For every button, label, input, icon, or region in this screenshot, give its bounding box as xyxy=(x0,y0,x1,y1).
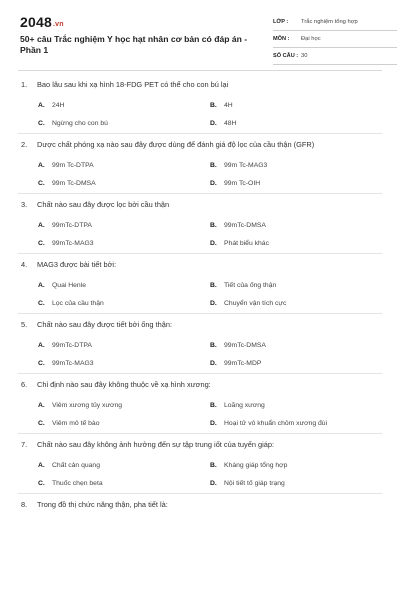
question-line xyxy=(18,260,382,270)
answer-letter: C. xyxy=(38,420,45,427)
question-line xyxy=(18,380,382,390)
answer-option[interactable] xyxy=(210,179,382,188)
page-header xyxy=(18,0,382,71)
answer-letter: A. xyxy=(38,162,45,169)
answer-letter: C. xyxy=(38,360,45,367)
answer-option[interactable] xyxy=(210,479,382,488)
question-number: 7. xyxy=(21,440,28,449)
answer-text: Loãng xương xyxy=(224,402,265,409)
answer-letter: A. xyxy=(38,462,45,469)
question-number: 6. xyxy=(21,380,28,389)
question-item xyxy=(18,314,382,374)
answer-option[interactable] xyxy=(210,359,382,368)
answer-option[interactable] xyxy=(38,161,210,170)
answer-text: 99mTc-MAG3 xyxy=(52,240,94,247)
question-number: 8. xyxy=(21,500,28,509)
answer-letter: D. xyxy=(210,420,217,427)
answer-text: 99mTc-DMSA xyxy=(224,222,266,229)
answer-option[interactable] xyxy=(38,239,210,248)
answer-text: Thuốc chẹn beta xyxy=(52,480,103,487)
page-title: 50+ câu Trắc nghiệm Y học hạt nhân cơ bản có đáp án - Phần 1 xyxy=(20,34,248,55)
answer-text: Tiết của ống thận xyxy=(224,282,277,289)
answer-letter: B. xyxy=(210,462,217,469)
question-item xyxy=(18,134,382,194)
question-line xyxy=(18,80,382,90)
answer-text: 99m Tc-OIH xyxy=(224,180,261,187)
answer-text: Ngừng cho con bú xyxy=(52,120,108,127)
answer-text: 99mTc-DMSA xyxy=(224,342,266,349)
answer-text: Lọc của cầu thận xyxy=(52,300,104,307)
answer-text: 99mTc-DTPA xyxy=(52,222,92,229)
answer-letter: D. xyxy=(210,240,217,247)
answer-letter: D. xyxy=(210,300,217,307)
answer-letter: D. xyxy=(210,120,217,127)
meta-row-class xyxy=(273,14,397,31)
answer-text: Hoại tử vô khuẩn chỏm xương đùi xyxy=(224,420,328,427)
answer-text: 99m Tc-DMSA xyxy=(52,180,96,187)
answer-text: Chuyển vận tích cực xyxy=(224,300,287,307)
answer-text: Viêm mô tế bào xyxy=(52,420,100,427)
meta-label: MÔN : xyxy=(273,36,290,42)
answer-option[interactable] xyxy=(38,341,210,350)
question-number: 3. xyxy=(21,200,28,209)
answer-letter: A. xyxy=(38,102,45,109)
answer-options xyxy=(18,281,382,308)
answer-letter: C. xyxy=(38,240,45,247)
question-text: Trong đồ thị chức năng thận, pha tiết là: xyxy=(37,500,168,509)
answer-option[interactable] xyxy=(210,101,382,110)
answer-options xyxy=(18,401,382,428)
answer-text: Viêm xương tủy xương xyxy=(52,402,123,409)
answer-letter: B. xyxy=(210,222,217,229)
question-item xyxy=(18,74,382,134)
answer-text: Nội tiết tố giáp trạng xyxy=(224,480,285,487)
answer-option[interactable] xyxy=(38,119,210,128)
question-number: 5. xyxy=(21,320,28,329)
answer-text: Kháng giáp tổng hợp xyxy=(224,462,288,469)
answer-text: 99m Tc-DTPA xyxy=(52,162,94,169)
answer-option[interactable] xyxy=(38,359,210,368)
site-logo[interactable] xyxy=(20,14,64,30)
answer-option[interactable] xyxy=(210,401,382,410)
meta-value: 30 xyxy=(301,53,308,59)
answer-letter: D. xyxy=(210,360,217,367)
meta-label: SỐ CÂU : xyxy=(273,53,299,59)
question-number: 4. xyxy=(21,260,28,269)
question-text: MAG3 được bài tiết bởi: xyxy=(37,260,117,269)
answer-text: 99m Tc-MAG3 xyxy=(224,162,268,169)
answer-option[interactable] xyxy=(38,179,210,188)
answer-options xyxy=(18,461,382,488)
answer-letter: B. xyxy=(210,282,217,289)
answer-letter: A. xyxy=(38,222,45,229)
question-line xyxy=(18,320,382,330)
logo-main: 2048 xyxy=(20,14,52,30)
answer-letter: C. xyxy=(38,120,45,127)
question-item xyxy=(18,494,382,554)
answer-option[interactable] xyxy=(38,101,210,110)
meta-label: LỚP : xyxy=(273,19,289,25)
answer-option[interactable] xyxy=(38,221,210,230)
question-text: Chỉ định nào sau đây không thuộc về xạ hình xương: xyxy=(37,380,211,389)
quiz-meta-table xyxy=(273,14,397,65)
answer-option[interactable] xyxy=(210,239,382,248)
answer-text: 24H xyxy=(52,102,65,109)
answer-letter: C. xyxy=(38,180,45,187)
logo-suffix: .vn xyxy=(52,21,64,28)
question-text: Bao lâu sau khi xạ hình 18-FDG PET có thể cho con bú lại xyxy=(37,80,229,89)
meta-row-subject xyxy=(273,31,397,48)
answer-option[interactable] xyxy=(38,281,210,290)
answer-options xyxy=(18,161,382,188)
answer-letter: A. xyxy=(38,402,45,409)
question-list xyxy=(18,74,382,554)
answer-option[interactable] xyxy=(210,299,382,308)
question-text: Chất nào sau đây được tiết bởi ống thận: xyxy=(37,320,173,329)
question-item xyxy=(18,434,382,494)
answer-letter: A. xyxy=(38,282,45,289)
answer-letter: C. xyxy=(38,480,45,487)
answer-option[interactable] xyxy=(38,299,210,308)
question-text: Dược chất phóng xạ nào sau đây được dùng để đánh giá độ lọc của cầu thận (GFR) xyxy=(37,140,315,149)
answer-text: Quai Henle xyxy=(52,282,87,289)
meta-value: Trắc nghiệm tổng hợp xyxy=(301,19,358,25)
answer-letter: B. xyxy=(210,402,217,409)
answer-option[interactable] xyxy=(38,479,210,488)
question-item xyxy=(18,374,382,434)
answer-letter: D. xyxy=(210,480,217,487)
question-text: Chất nào sau đây được lọc bởi cầu thận xyxy=(37,200,170,209)
answer-option[interactable] xyxy=(38,419,210,428)
answer-options xyxy=(18,341,382,368)
answer-letter: B. xyxy=(210,342,217,349)
answer-text: Chất cản quang xyxy=(52,462,100,469)
question-item xyxy=(18,194,382,254)
question-number: 2. xyxy=(21,140,28,149)
question-item xyxy=(18,254,382,314)
answer-options xyxy=(18,221,382,248)
answer-option[interactable] xyxy=(210,281,382,290)
answer-text: 48H xyxy=(224,120,237,127)
question-line xyxy=(18,440,382,450)
answer-option[interactable] xyxy=(38,401,210,410)
answer-option[interactable] xyxy=(210,221,382,230)
answer-option[interactable] xyxy=(210,119,382,128)
question-line xyxy=(18,200,382,210)
answer-letter: D. xyxy=(210,180,217,187)
answer-option[interactable] xyxy=(210,461,382,470)
answer-text: Phát biểu khác xyxy=(224,240,269,247)
answer-text: 4H xyxy=(224,102,233,109)
answer-letter: A. xyxy=(38,342,45,349)
question-line xyxy=(18,500,382,510)
answer-option[interactable] xyxy=(38,461,210,470)
answer-text: 99mTc-MDP xyxy=(224,360,262,367)
answer-text: 99mTc-MAG3 xyxy=(52,360,94,367)
answer-letter: B. xyxy=(210,162,217,169)
question-text: Chất nào sau đây không ảnh hưởng đến sự tập trung iốt của tuyến giáp: xyxy=(37,440,275,449)
answer-letter: B. xyxy=(210,102,217,109)
answer-option[interactable] xyxy=(210,341,382,350)
answer-letter: C. xyxy=(38,300,45,307)
meta-value: Đại học xyxy=(301,36,321,42)
answer-option[interactable] xyxy=(210,419,382,428)
meta-row-count xyxy=(273,48,397,65)
question-line xyxy=(18,140,382,150)
answer-options xyxy=(18,101,382,128)
question-number: 1. xyxy=(21,80,28,89)
answer-option[interactable] xyxy=(210,161,382,170)
answer-text: 99mTc-DTPA xyxy=(52,342,92,349)
